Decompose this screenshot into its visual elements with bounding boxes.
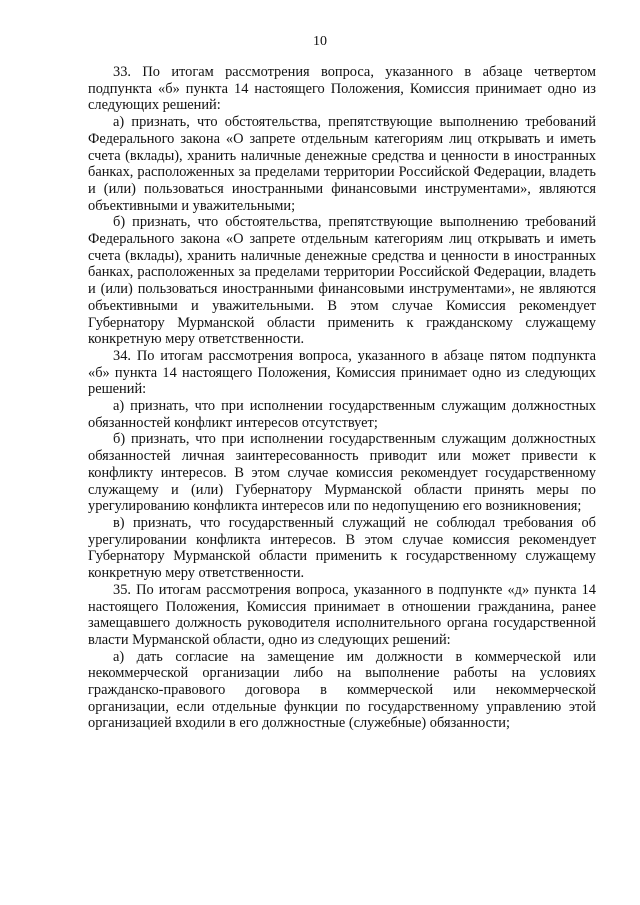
clause-34-a: а) признать, что при исполнении государственным служащим должностных обязанностей конфликт интересов отсутствует;: [88, 398, 596, 431]
clause-34-b: б) признать, что при исполнении государственным служащим должностных обязанностей личная заинтересованность приводит или может привести к конфликту интересов. В этом случае комиссия рекомендует государственному служащему и (или) Губернатору Мурманской области принять меры по урегулированию конфликта интересов или по недопущению его возникновения;: [88, 431, 596, 515]
clause-34: 34. По итогам рассмотрения вопроса, указанного в абзаце пятом подпункта «б» пункта 14 настоящего Положения, Комиссия принимает одно из следующих решений:: [88, 347, 596, 398]
page-number: 10: [313, 34, 327, 49]
clause-33: 33. По итогам рассмотрения вопроса, указанного в абзаце четвертом подпункта «б» пункта 14 настоящего Положения, Комиссия принимает одно из следующих решений:: [88, 64, 596, 114]
clause-35-a: а) дать согласие на замещение им должности в коммерческой или некоммерческой организации либо на выполнение работы на условиях гражданско-правового договора в коммерческой или некоммерческой организации, если отдельные функции по государственному управлению этой организацией входили в его должностные (служебные) обязанности;: [88, 648, 596, 732]
clause-33-a: а) признать, что обстоятельства, препятствующие выполнению требований Федерального закона «О запрете отдельным категориям лиц открывать и иметь счета (вклады), хранить наличные денежные средства и ценности в иностранных банках, расположенных за пределами территории Российской Федерации, владеть и (или) пользоваться иностранными финансовыми инструментами», являются объективными и уважительными;: [88, 114, 596, 214]
clause-34-v: в) признать, что государственный служащий не соблюдал требования об урегулировании конфликта интересов. В этом случае комиссия рекомендует Губернатору Мурманской области применить к государственному служащему конкретную меру ответственности.: [88, 514, 596, 582]
clause-35: 35. По итогам рассмотрения вопроса, указанного в подпункте «д» пункта 14 настоящего Положения, Комиссия принимает в отношении гражданина, ранее замещавшего должность руководителя исполнительного органа государственной власти Мурманской области, одно из следующих решений:: [88, 581, 596, 648]
document-body: [88, 64, 596, 732]
clause-33-b: б) признать, что обстоятельства, препятствующие выполнению требований Федерального закона «О запрете отдельным категориям лиц открывать и иметь счета (вклады), хранить наличные денежные средства и ценности в иностранных банках, расположенных за пределами территории Российской Федерации, владеть и (или) пользоваться иностранными финансовыми инструментами», не являются объективными и уважительными. В этом случае Комиссия рекомендует Губернатору Мурманской области применить к гражданскому служащему конкретную меру ответственности.: [88, 214, 596, 348]
